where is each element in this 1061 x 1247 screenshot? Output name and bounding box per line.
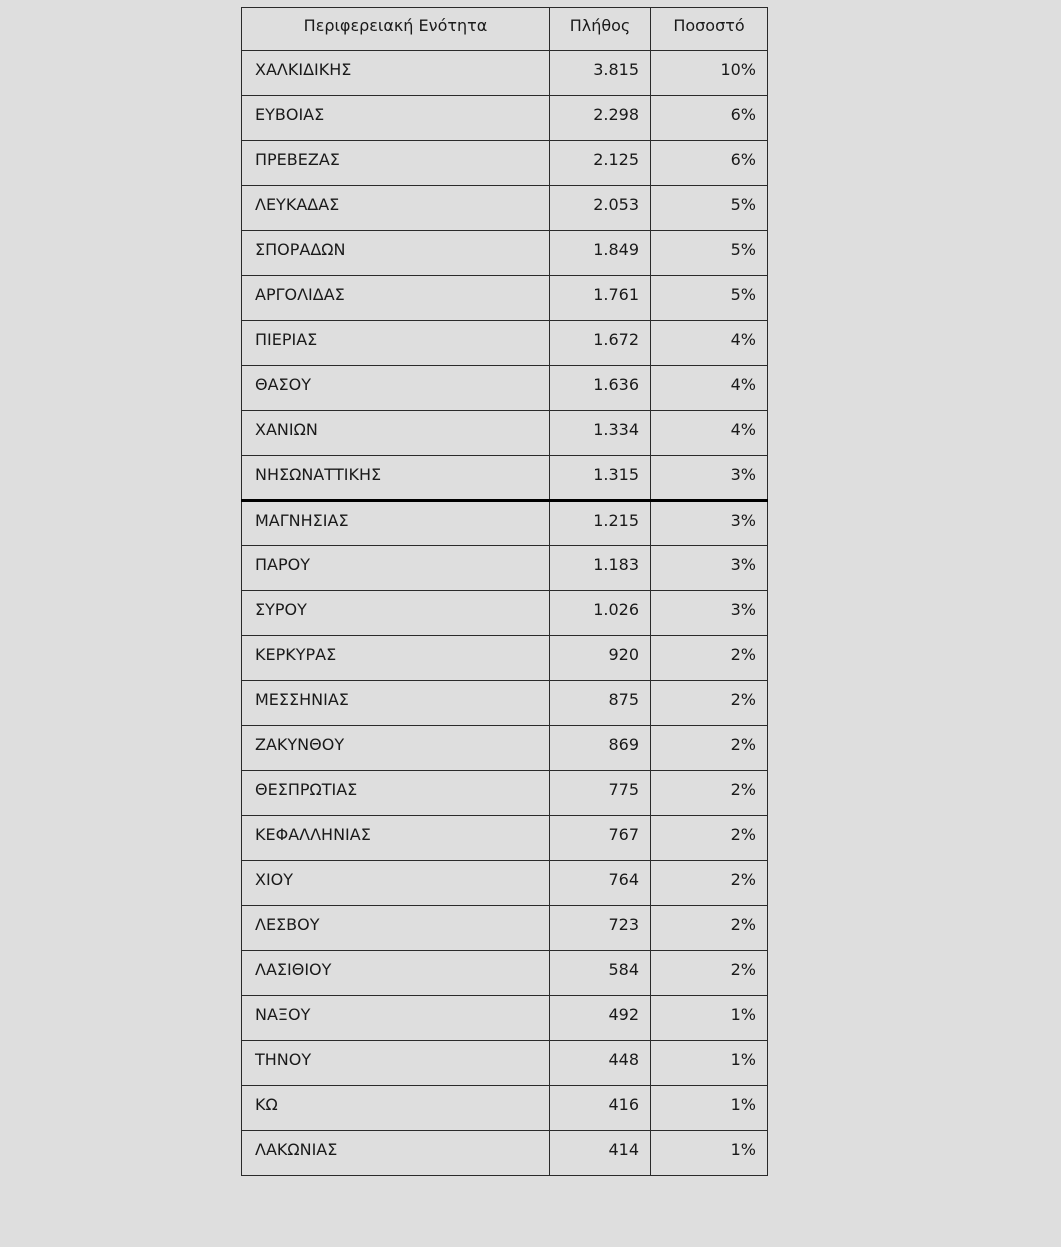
region-cell: ΑΡΓΟΛΙΔΑΣ — [242, 276, 550, 321]
percent-cell: 2% — [651, 861, 768, 906]
table-row — [242, 276, 768, 321]
percent-cell: 2% — [651, 771, 768, 816]
region-cell: ΛΕΣΒΟΥ — [242, 906, 550, 951]
count-cell: 2.125 — [550, 141, 651, 186]
percent-cell: 2% — [651, 681, 768, 726]
region-cell: ΠΑΡΟΥ — [242, 546, 550, 591]
region-cell: ΠΡΕΒΕΖΑΣ — [242, 141, 550, 186]
count-cell: 767 — [550, 816, 651, 861]
table-row — [242, 816, 768, 861]
region-cell: ΚΕΦΑΛΛΗΝΙΑΣ — [242, 816, 550, 861]
table-row — [242, 546, 768, 591]
table-row — [242, 51, 768, 96]
percent-cell: 5% — [651, 231, 768, 276]
percent-cell: 3% — [651, 591, 768, 636]
percent-cell: 5% — [651, 186, 768, 231]
region-cell: ΚΕΡΚΥΡΑΣ — [242, 636, 550, 681]
region-cell: ΕΥΒΟΙΑΣ — [242, 96, 550, 141]
count-cell: 416 — [550, 1086, 651, 1131]
table-row — [242, 996, 768, 1041]
table-row — [242, 96, 768, 141]
region-cell: ΠΙΕΡΙΑΣ — [242, 321, 550, 366]
table-row — [242, 726, 768, 771]
table-row — [242, 1041, 768, 1086]
percent-cell: 1% — [651, 996, 768, 1041]
percent-cell: 1% — [651, 1041, 768, 1086]
region-cell: ΖΑΚΥΝΘΟΥ — [242, 726, 550, 771]
region-cell: ΛΑΣΙΘΙΟΥ — [242, 951, 550, 996]
percent-cell: 4% — [651, 366, 768, 411]
count-cell: 1.636 — [550, 366, 651, 411]
region-stats-table — [241, 7, 768, 1176]
region-cell: ΛΕΥΚΑΔΑΣ — [242, 186, 550, 231]
region-cell: ΚΩ — [242, 1086, 550, 1131]
count-cell: 1.849 — [550, 231, 651, 276]
count-cell: 3.815 — [550, 51, 651, 96]
region-cell: ΜΕΣΣΗΝΙΑΣ — [242, 681, 550, 726]
count-cell: 723 — [550, 906, 651, 951]
count-cell: 492 — [550, 996, 651, 1041]
region-cell: ΣΥΡΟΥ — [242, 591, 550, 636]
count-cell: 764 — [550, 861, 651, 906]
percent-cell: 6% — [651, 141, 768, 186]
header-region: Περιφερειακή Ενότητα — [242, 8, 550, 51]
count-cell: 2.053 — [550, 186, 651, 231]
count-cell: 875 — [550, 681, 651, 726]
percent-cell: 2% — [651, 816, 768, 861]
table-header-row — [242, 8, 768, 51]
count-cell: 869 — [550, 726, 651, 771]
count-cell: 584 — [550, 951, 651, 996]
percent-cell: 2% — [651, 951, 768, 996]
percent-cell: 4% — [651, 321, 768, 366]
count-cell: 448 — [550, 1041, 651, 1086]
region-cell: ΝΗΣΩΝΑΤΤΙΚΗΣ — [242, 456, 550, 501]
region-cell: ΧΑΝΙΩΝ — [242, 411, 550, 456]
count-cell: 1.672 — [550, 321, 651, 366]
table-row — [242, 456, 768, 501]
header-percent: Ποσοστό — [651, 8, 768, 51]
table-row — [242, 951, 768, 996]
region-cell: ΤΗΝΟΥ — [242, 1041, 550, 1086]
region-cell: ΧΑΛΚΙΔΙΚΗΣ — [242, 51, 550, 96]
table-row — [242, 501, 768, 546]
table-body — [242, 51, 768, 1176]
region-cell: ΝΑΞΟΥ — [242, 996, 550, 1041]
table-row — [242, 591, 768, 636]
count-cell: 775 — [550, 771, 651, 816]
count-cell: 920 — [550, 636, 651, 681]
data-table-container — [241, 7, 767, 1176]
table-row — [242, 1131, 768, 1176]
percent-cell: 10% — [651, 51, 768, 96]
count-cell: 1.183 — [550, 546, 651, 591]
region-cell: ΧΙΟΥ — [242, 861, 550, 906]
percent-cell: 4% — [651, 411, 768, 456]
region-cell: ΘΕΣΠΡΩΤΙΑΣ — [242, 771, 550, 816]
table-row — [242, 636, 768, 681]
region-cell: ΜΑΓΝΗΣΙΑΣ — [242, 501, 550, 546]
count-cell: 1.334 — [550, 411, 651, 456]
percent-cell: 1% — [651, 1086, 768, 1131]
table-row — [242, 321, 768, 366]
percent-cell: 1% — [651, 1131, 768, 1176]
percent-cell: 3% — [651, 456, 768, 501]
table-row — [242, 411, 768, 456]
table-row — [242, 366, 768, 411]
table-row — [242, 861, 768, 906]
percent-cell: 3% — [651, 546, 768, 591]
count-cell: 1.215 — [550, 501, 651, 546]
region-cell: ΘΑΣΟΥ — [242, 366, 550, 411]
header-count: Πλήθος — [550, 8, 651, 51]
count-cell: 1.315 — [550, 456, 651, 501]
percent-cell: 2% — [651, 636, 768, 681]
count-cell: 2.298 — [550, 96, 651, 141]
percent-cell: 6% — [651, 96, 768, 141]
table-row — [242, 231, 768, 276]
count-cell: 1.761 — [550, 276, 651, 321]
table-row — [242, 681, 768, 726]
percent-cell: 5% — [651, 276, 768, 321]
percent-cell: 2% — [651, 906, 768, 951]
table-row — [242, 906, 768, 951]
percent-cell: 3% — [651, 501, 768, 546]
count-cell: 414 — [550, 1131, 651, 1176]
region-cell: ΛΑΚΩΝΙΑΣ — [242, 1131, 550, 1176]
count-cell: 1.026 — [550, 591, 651, 636]
percent-cell: 2% — [651, 726, 768, 771]
table-row — [242, 186, 768, 231]
region-cell: ΣΠΟΡΑΔΩΝ — [242, 231, 550, 276]
table-row — [242, 1086, 768, 1131]
table-row — [242, 141, 768, 186]
table-row — [242, 771, 768, 816]
